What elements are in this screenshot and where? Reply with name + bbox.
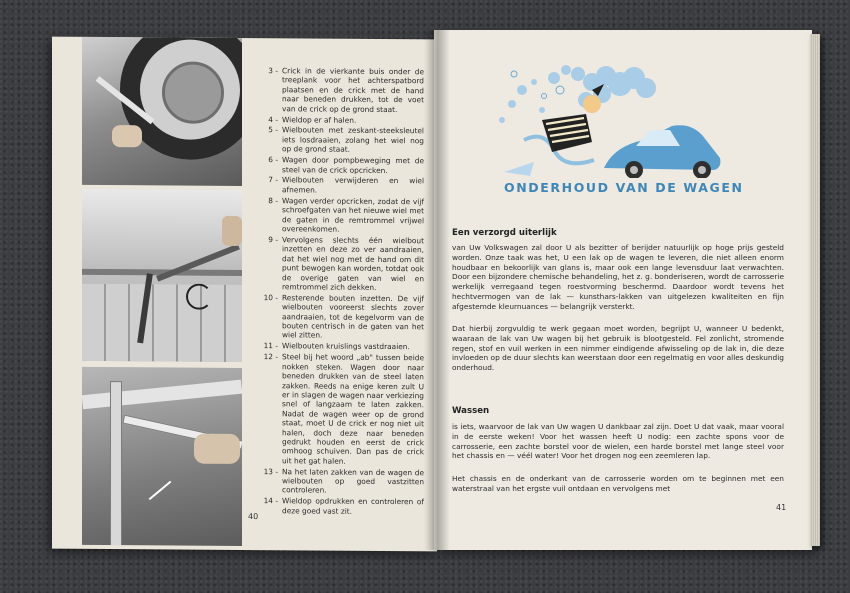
step-text: Steel bij het woord „ab" tussen beide nokken steken. Wagen door naar beneden drukken van de steel laten zakken. Reeds na enige keren zult U er in slagen de wagen naar verkiezing snel of langzaam te laten zakken. Nadat de wagen weer op de grond staat, moet U de crick er nog niet uit halen, doch deze naar beneden gedrukt houden en eerst de crick omhoog schuiven. Dan pas de crick uit het gat halen. — [282, 352, 424, 466]
step-item — [254, 115, 424, 126]
instruction-steps — [254, 66, 424, 518]
open-booklet — [52, 30, 822, 550]
step-item — [254, 126, 424, 155]
step-item — [254, 341, 424, 352]
right-page — [434, 30, 812, 550]
step-number: 4 - — [268, 114, 278, 124]
step-text: Wielbouten verwijderen en wiel afnemen. — [282, 175, 424, 195]
step-text: Wagen door pompbeweging met de steel van de crick opcricken. — [282, 155, 424, 175]
step-item — [254, 66, 424, 114]
step-text: Resterende bouten inzetten. De vijf wielbouten vooreerst slechts zover aandraaien, tot de kegelvorm van de bouten centrisch in de gaten van het wiel zitten. — [282, 293, 424, 341]
step-number: 13 - — [263, 466, 278, 476]
page-heading: ONDERHOUD VAN DE WAGEN — [504, 180, 744, 195]
step-number: 14 - — [263, 496, 278, 506]
paragraph: Dat hierbij zorgvuldig te werk gegaan moet worden, begrijpt U, wanneer U bedenkt, waaraan de lak van Uw wagen bij het gebruik is blootgesteld. Fel zonlicht, stromende regen, stof en vuil werken in een nimmer eindigende afwisseling op de lak in, die deze invloeden op de duur slechts kan weerstaan door een regelmatig en voor alles deskundig onderhoud. — [452, 324, 784, 373]
section-title: Een verzorgd uiterlijk — [452, 228, 557, 238]
step-number: 12 - — [263, 352, 278, 362]
left-page — [52, 37, 437, 552]
photo-wheel-removal — [82, 37, 242, 186]
step-number: 8 - — [268, 195, 278, 206]
page-number-left: 40 — [248, 512, 259, 522]
step-item — [254, 196, 424, 235]
car-wash-illustration — [494, 60, 729, 178]
paragraph: van Uw Volkswagen zal door U als bezitter of berijder natuurlijk op hoge prijs gesteld worden. Onze taak was het, U een lak op de wagen te leveren, die niet alleen enorm houdbaar en bekoorlijk van glans is, maar ook een lange levensduur laat verwachten. Door een bijzondere chemische behandeling, het z. g. bonderiseren, wordt de carrosserie werkelijk verregaand tegen roestvorming beschermd. Daardoor wordt tevens het hechtvermogen van de lak — kunsthars-lakken van uitgelezen kwaliteiten en fijn afgestemde kleurnuances — belangrijk versterkt. — [452, 243, 784, 311]
photo-crank-handle — [82, 367, 242, 546]
paragraph: Het chassis en de onderkant van de carrosserie worden om te beginnen met een waterstraal van het ergste vuil ontdaan en vervolgens met — [452, 474, 784, 493]
step-number: 3 - — [268, 66, 278, 76]
step-item — [254, 467, 424, 496]
step-item — [254, 155, 424, 175]
step-item — [254, 352, 424, 466]
step-text: Wielbouten met zeskant-steeksleutel iets losdraaien, zolang het wiel nog op de grond staat. — [282, 125, 424, 154]
step-text: Na het laten zakken van de wagen de wielbouten op goed vastzitten controleren. — [282, 466, 424, 496]
step-item — [254, 293, 424, 341]
step-text: Vervolgens slechts één wielbout inzetten en deze zo ver aandraaien, dat het wiel nog met de hand om dit punt bewogen kan worden, totdat ook de overige gaten van wiel en remtrommel zich dekken. — [282, 235, 424, 292]
step-text: Crick in de vierkante buis onder de treeplank voor het achterspatbord plaatsen en de crick met de hand naar beneden drukken, tot de voet van de crick op de grond staat. — [282, 66, 424, 114]
page-edge-stack — [810, 34, 820, 546]
step-text: Wagen verder opcricken, zodat de vijf schroefgaten van het nieuwe wiel met de gaten in de remtrommel vrijwel overeenkomen. — [282, 196, 424, 234]
step-text: Wielbouten kruislings vastdraaien. — [282, 341, 410, 352]
step-number: 7 - — [268, 175, 278, 185]
step-item — [254, 496, 424, 516]
page-number-right: 41 — [776, 503, 787, 512]
step-number: 9 - — [268, 235, 278, 245]
step-item — [254, 235, 424, 293]
step-number: 11 - — [263, 341, 278, 351]
step-number: 5 - — [268, 125, 278, 135]
step-number: 10 - — [263, 292, 278, 303]
step-text: Wieldop er af halen. — [282, 114, 357, 125]
step-number: 6 - — [268, 155, 278, 165]
step-item — [254, 176, 424, 196]
step-text: Wieldop opdrukken en controleren of deze goed vast zit. — [282, 496, 424, 516]
paragraph: is iets, waarvoor de lak van Uw wagen U dankbaar zal zijn. Doet U dat vaak, maar vooral in de eerste weken! Voor het wassen heeft U nodig: een zachte spons voor de carrosserie, een zachte borstel voor de wielen, een harde borstel met lange steel voor het chassis en — véél water! Voor het drogen nog een zeemleren lap. — [452, 422, 784, 461]
section-title: Wassen — [452, 406, 490, 416]
photo-jack-placement — [82, 189, 242, 362]
